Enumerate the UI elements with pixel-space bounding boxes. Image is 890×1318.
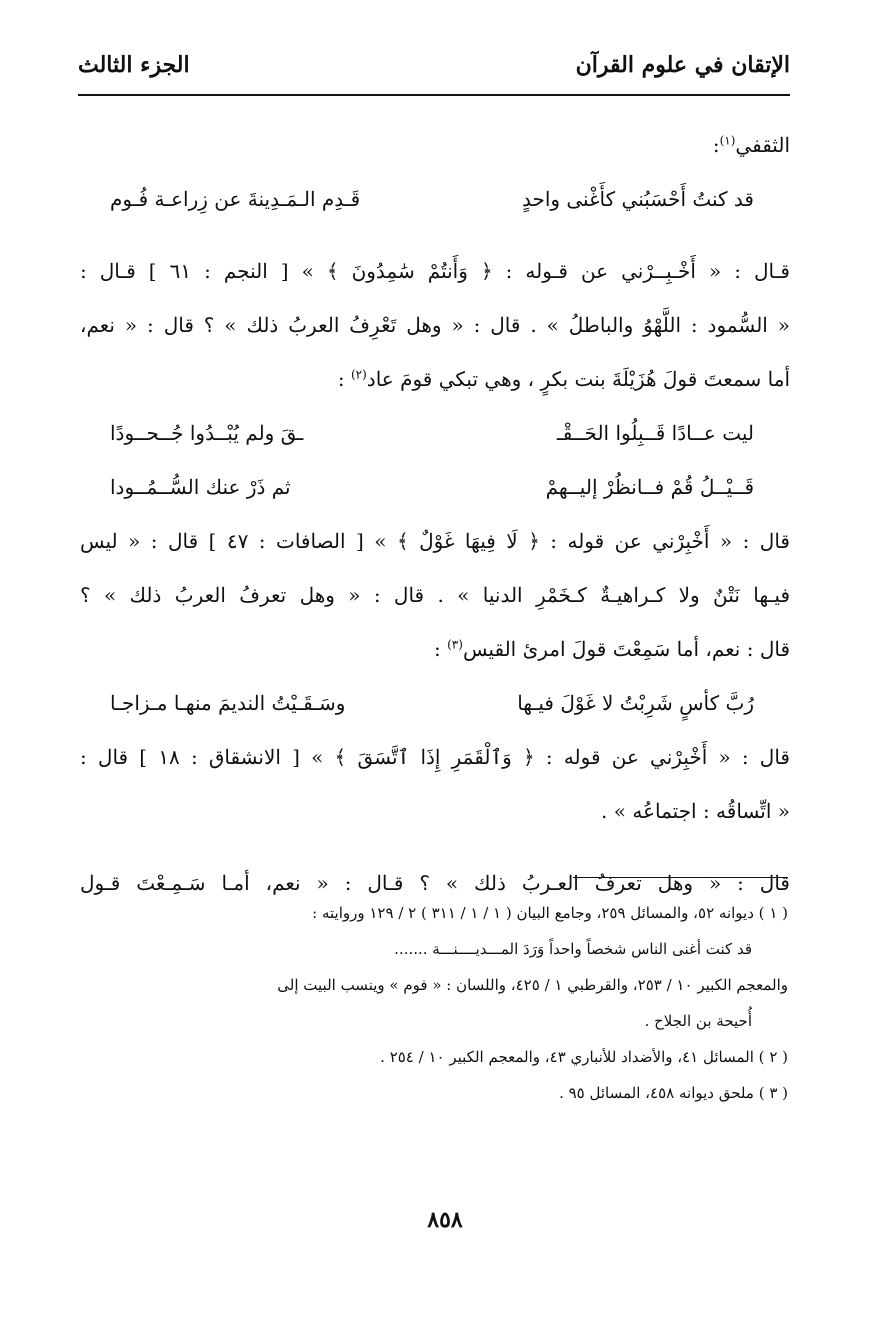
text-line: أما سمعتَ قولَ هُزَيْلَةَ بنت بكرٍ ، وهي تبكي قومَ عاد$^{(٢)}$ :: [337, 367, 790, 391]
footnote-ref-1: (١): [719, 133, 736, 148]
footnote-1: ( ١ ) ديوانه ٥٢، والمسائل ٢٥٩، وجامع البيان ( ١ / ١ / ٣١١ ) ٢ / ١٢٩ وروايته :: [312, 904, 788, 922]
page-number: ٨٥٨: [427, 1207, 463, 1233]
footnote-1-cont: أُحيحة بن الجلاح .: [644, 1012, 752, 1030]
poetry-verse: [80, 406, 790, 460]
verse-hemistich: رُبَّ كأسٍ شَرِبْتُ لا غَوْلَ فيـها: [517, 691, 754, 715]
footnotes: [80, 895, 788, 1111]
text-line: قـال : « أَخْـبِــرْني عن قـوله : ﴿ وَأَنتُمْ سَٰمِدُونَ ﴾ » [ النجم : ٦١ ] قـال :: [80, 259, 790, 283]
text-line: قال : « أَخْبِرْني عن قوله : ﴿ لَا فِيهَا غَوْلٌ ﴾ » [ الصافات : ٤٧ ] قال : « ليس: [80, 529, 790, 553]
running-header: [78, 52, 790, 86]
text-line: قال : « أَخْبِرْني عن قوله : ﴿ وَٱلْقَمَرِ إِذَا ٱتَّسَقَ ﴾ » [ الانشقاق : ١٨ ] قال :: [80, 745, 790, 769]
verse-hemistich: قد كنتُ أَحْسَبُني كأَغْنى واحدٍ: [521, 187, 754, 211]
volume-label: الجزء الثالث: [78, 52, 190, 78]
text-line: الثقفي$^{(١)}$:: [712, 133, 790, 157]
footnote-3: ( ٣ ) ملحق ديوانه ٤٥٨، المسائل ٩٥ .: [559, 1084, 788, 1102]
text-line: « اتِّساقُه : اجتماعُه » .: [601, 799, 790, 823]
verse-hemistich: وسَـقَـيْتُ النديمَ منهـا مـزاجـا: [110, 691, 346, 715]
book-title: الإتقان في علوم القرآن: [575, 52, 790, 78]
header-divider: [78, 94, 790, 96]
main-text: [80, 118, 790, 910]
text-line: « السُّمود : اللَّهْوُ والباطلُ » . قال : « وهل تَعْرِفُ العربُ ذلك » ؟ قال : « نعم،: [80, 313, 790, 337]
footnote-2: ( ٢ ) المسائل ٤١، والأضداد للأنباري ٤٣، والمعجم الكبير ١٠ / ٢٥٤ .: [380, 1048, 788, 1066]
footnote-ref-2: (٢): [350, 367, 367, 382]
poetry-verse: [80, 676, 790, 730]
verse-hemistich: ـقَ ولم يُبْــدُوا جُــحــودًا: [110, 421, 304, 445]
footnote-1-verse: قد كنت أغنى الناس شخصاً واحداً وَرَدَ المـــديــــنـــة .......: [394, 940, 752, 958]
verse-hemistich: ثم ذَرْ عنك السُّــمُــودا: [110, 475, 291, 499]
poetry-verse: [80, 172, 790, 226]
verse-hemistich: ليت عــادًا قَــبِلُوا الحَــقْـ: [556, 421, 754, 445]
verse-hemistich: قَـدِم الـمَـدِينةَ عن زِراعـة فُـوم: [110, 187, 361, 211]
verse-hemistich: قَــيْــلُ قُمْ فــانظُرْ إليــهمْ: [545, 475, 754, 499]
footnote-divider: [573, 877, 788, 878]
text-line: قال : نعم، أما سَمِعْتَ قولَ امرئ القيس$^{(٣)}$ :: [434, 637, 790, 661]
text-line: قال : « وهل تعرفُ العـربُ ذلك » ؟ قـال : « نعم، أمـا سَـمِـعْتَ قـول: [80, 871, 790, 895]
footnote-ref-3: (٣): [447, 637, 463, 652]
footnote-1-cont: والمعجم الكبير ١٠ / ٢٥٣، والقرطبي ١ / ٤٢٥، واللسان : « فوم » وينسب البيت إلى: [277, 976, 788, 994]
text-line: فيـها نَتْنٌ ولا كـراهيـةٌ كـخَمْرِ الدنيا » . قال : « وهل تعرفُ العربُ ذلك » ؟: [80, 583, 790, 607]
poetry-verse: [80, 460, 790, 514]
